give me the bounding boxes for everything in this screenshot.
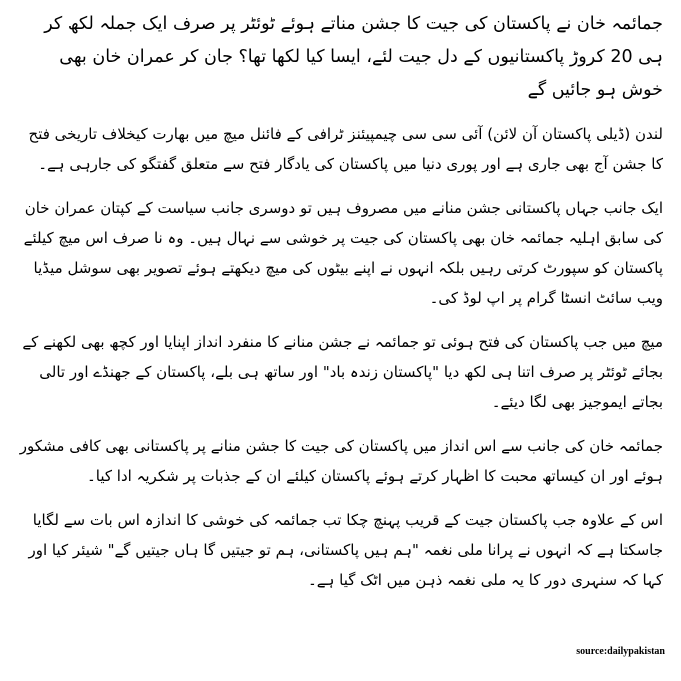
article-paragraph-4: جمائمہ خان کی جانب سے اس انداز میں پاکستان کی جیت کا جشن منانے پر پاکستانی بھی کافی مشکور ہوئے اور ان کیساتھ محبت کا اظہار کرتے ہوئے پاکستان کیلئے ان کے جذبات پر شکریہ ادا کیا۔ [19,437,663,485]
source-credit: source:dailypakistan [576,646,665,657]
article-headline: جمائمہ خان نے پاکستان کی جیت کا جشن مناتے ہوئے ٹوئٹر پر صرف ایک جملہ لکھ کر ہی 20 کروڑ پاکستانیوں کے دل جیت لئے، ایسا کیا لکھا تھا؟ جان کر عمران خان بھی خوش ہو جائیں گے [44,14,663,100]
article-paragraph-1: لندن (ڈیلی پاکستان آن لائن) آئی سی سی چیمپیئنز ٹرافی کے فائنل میچ میں بھارت کیخلاف تاریخی فتح کا جشن آج بھی جاری ہے اور پوری دنیا میں پاکستان کی یادگار فتح سے متعلق گفتگو کی جارہی ہے۔ [28,125,663,173]
article-paragraph-3: میچ میں جب پاکستان کی فتح ہوئی تو جمائمہ نے جشن منانے کا منفرد انداز اپنایا اور کچھ بھی لکھنے کے بجائے ٹوئٹر پر صرف اتنا ہی لکھ دیا "پاکستان زندہ باد" اور ساتھ ہی بلے، پاکستان کے جھنڈے اور تالی بجاتے ایموجیز بھی لگا دیئے۔ [22,333,663,411]
article-paragraph-5: اس کے علاوہ جب پاکستان جیت کے قریب پہنچ چکا تب جمائمہ کی خوشی کا اندازہ اس بات سے لگایا جاسکتا ہے کہ انہوں نے پرانا ملی نغمہ "ہم ہیں پاکستانی، ہم تو جیتیں گا ہاں جیتیں گے" شیئر کیا اور کہا کہ سنہری دور کا یہ ملی نغمہ ذہن میں اٹک گیا ہے۔ [28,511,663,589]
article-paragraph-2: ایک جانب جہاں پاکستانی جشن منانے میں مصروف ہیں تو دوسری جانب سیاست کے کپتان عمران خان کی سابق اہلیہ جمائمہ خان بھی پاکستان کی جیت پر خوشی سے نہال ہیں۔ وہ نا صرف اس میچ کیلئے پاکستان کو سپورٹ کرتی رہیں بلکہ انہوں نے اپنے بیٹوں کی میچ دیکھتے ہوئے تصویر بھی سوشل میڈیا ویب سائٹ انسٹا گرام پر اپ لوڈ کی۔ [23,199,663,307]
